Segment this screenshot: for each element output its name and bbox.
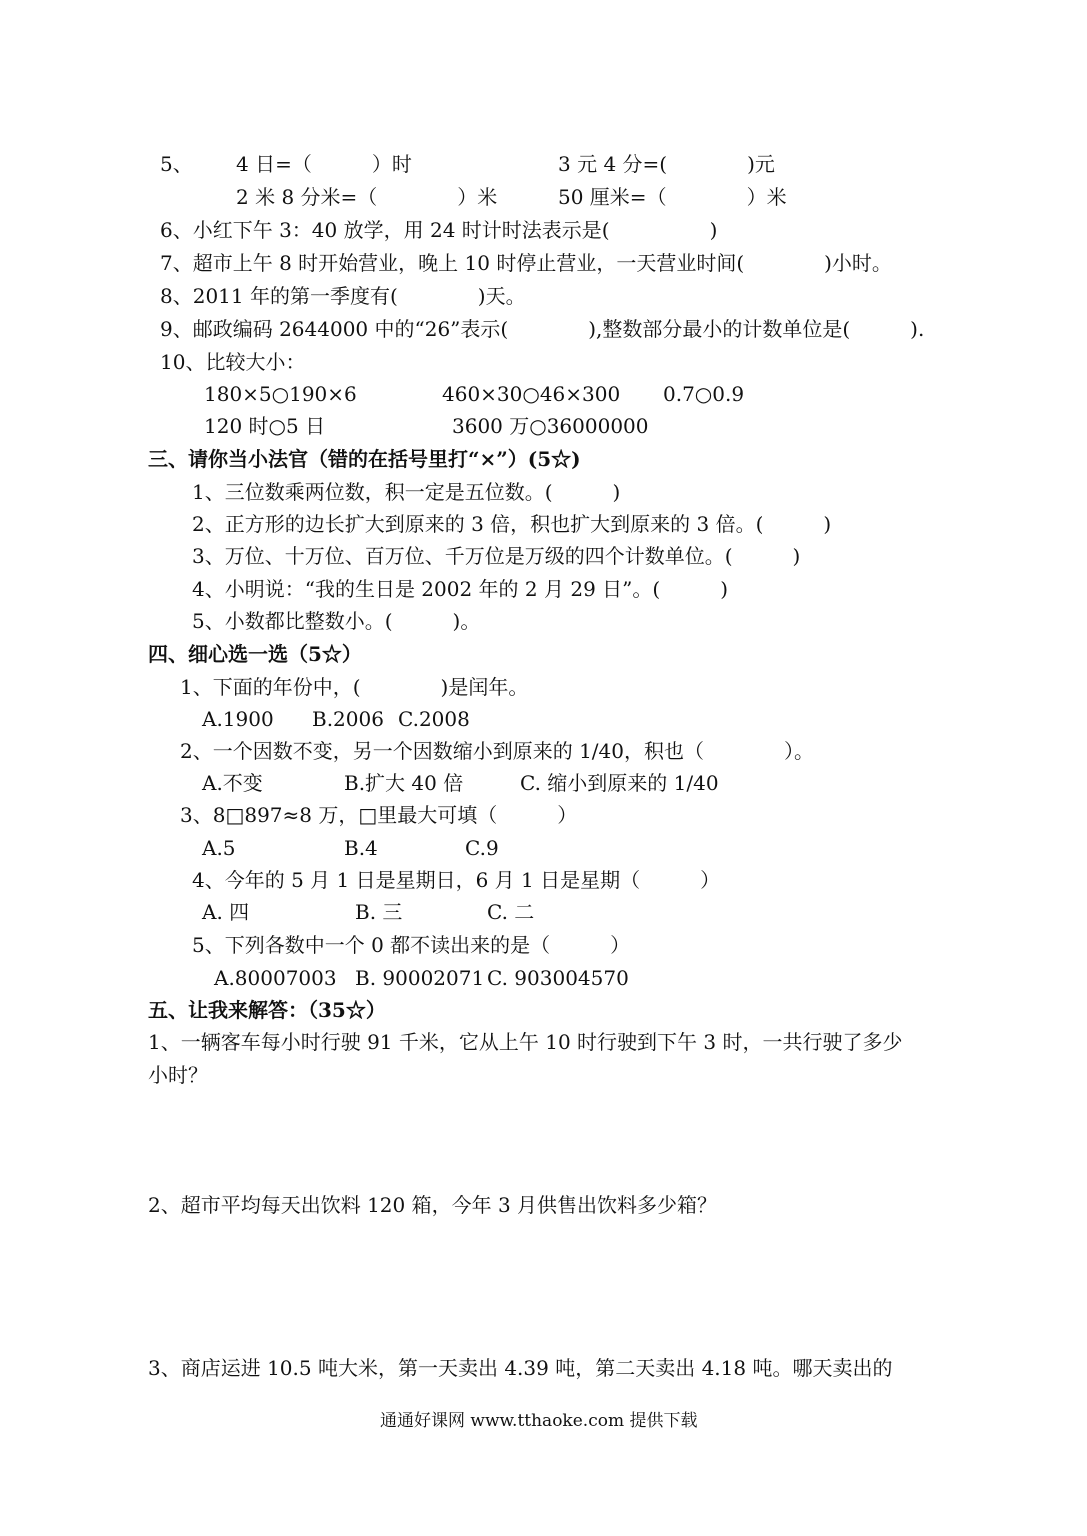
q9: 9、邮政编码 2644000 中的“26”表示( ),整数部分最小的计数单位是( ). xyxy=(160,317,925,341)
choice-q5-option-b: B. 90002071 xyxy=(355,966,485,990)
choice-q5: 5、下列各数中一个 0 都不读出来的是（ ） xyxy=(192,933,631,957)
section-three-title: 三、请你当小法官（错的在括号里打“×”）(5☆) xyxy=(148,447,581,471)
choice-q2-option-a: A.不变 xyxy=(202,771,263,795)
q6: 6、小红下午 3：40 放学，用 24 时计时法表示是( ) xyxy=(160,218,718,242)
choice-q5-option-a: A.80007003 xyxy=(214,966,337,990)
q10-compare-d: 120 时○5 日 xyxy=(204,414,326,438)
choice-q4: 4、今年的 5 月 1 日是星期日，6 月 1 日是星期（ ） xyxy=(192,868,721,892)
problem-2: 2、超市平均每天出饮料 120 箱，今年 3 月供售出饮料多少箱？ xyxy=(148,1193,718,1217)
choice-q2-option-c: C. 缩小到原来的 1/40 xyxy=(520,771,719,795)
choice-q3: 3、8□897≈8 万，□里最大可填（ ） xyxy=(180,803,578,827)
choice-q1-option-c: C.2008 xyxy=(398,707,470,731)
q5-number: 5、 xyxy=(160,152,193,176)
choice-q2: 2、一个因数不变，另一个因数缩小到原来的 1/40，积也（ ）。 xyxy=(180,739,814,763)
judge-item-2: 2、正方形的边长扩大到原来的 3 倍，积也扩大到原来的 3 倍。( ) xyxy=(192,512,832,536)
choice-q1: 1、下面的年份中，( )是闰年。 xyxy=(180,675,529,699)
choice-q1-option-a: A.1900 xyxy=(202,707,274,731)
section-five-title: 五、让我来解答：（35☆） xyxy=(148,998,386,1022)
choice-q3-option-a: A.5 xyxy=(202,836,236,860)
choice-q4-option-a: A. 四 xyxy=(202,900,250,924)
problem-3: 3、商店运进 10.5 吨大米，第一天卖出 4.39 吨，第二天卖出 4.18 吨。哪天卖出的 xyxy=(148,1356,893,1380)
q5-d: 50 厘米=（ ）米 xyxy=(558,185,787,209)
choice-q3-option-b: B.4 xyxy=(344,836,378,860)
q8: 8、2011 年的第一季度有( )天。 xyxy=(160,284,526,308)
q5-b: 3 元 4 分=( )元 xyxy=(558,152,775,176)
choice-q3-option-c: C.9 xyxy=(465,836,499,860)
choice-q2-option-b: B.扩大 40 倍 xyxy=(344,771,464,795)
q10-compare-c: 0.7○0.9 xyxy=(663,382,745,406)
q10: 10、比较大小： xyxy=(160,350,306,374)
q10-compare-a: 180×5○190×6 xyxy=(204,382,357,406)
problem-1-line-2: 小时？ xyxy=(148,1063,208,1087)
judge-item-5: 5、小数都比整数小。( )。 xyxy=(192,609,481,633)
problem-1-line-1: 1、一辆客车每小时行驶 91 千米，它从上午 10 时行驶到下午 3 时，一共行驶了多少 xyxy=(148,1030,903,1054)
judge-item-4: 4、小明说：“我的生日是 2002 年的 2 月 29 日”。( ) xyxy=(192,577,728,601)
choice-q4-option-b: B. 三 xyxy=(355,900,403,924)
choice-q5-option-c: C. 903004570 xyxy=(487,966,629,990)
q10-compare-b: 460×30○46×300 xyxy=(442,382,621,406)
section-four-title: 四、细心选一选（5☆） xyxy=(148,642,362,666)
judge-item-3: 3、万位、十万位、百万位、千万位是万级的四个计数单位。( ) xyxy=(192,544,801,568)
judge-item-1: 1、三位数乘两位数，积一定是五位数。( ) xyxy=(192,480,621,504)
q10-compare-e: 3600 万○36000000 xyxy=(452,414,649,438)
footer-credit: 通通好课网 www.tthaoke.com 提供下载 xyxy=(380,1411,698,1431)
q5-a: 4 日=（ ）时 xyxy=(236,152,412,176)
choice-q4-option-c: C. 二 xyxy=(487,900,535,924)
choice-q1-option-b: B.2006 xyxy=(312,707,384,731)
q7: 7、超市上午 8 时开始营业，晚上 10 时停止营业，一天营业时间( )小时。 xyxy=(160,251,892,275)
q5-c: 2 米 8 分米=（ ）米 xyxy=(236,185,498,209)
